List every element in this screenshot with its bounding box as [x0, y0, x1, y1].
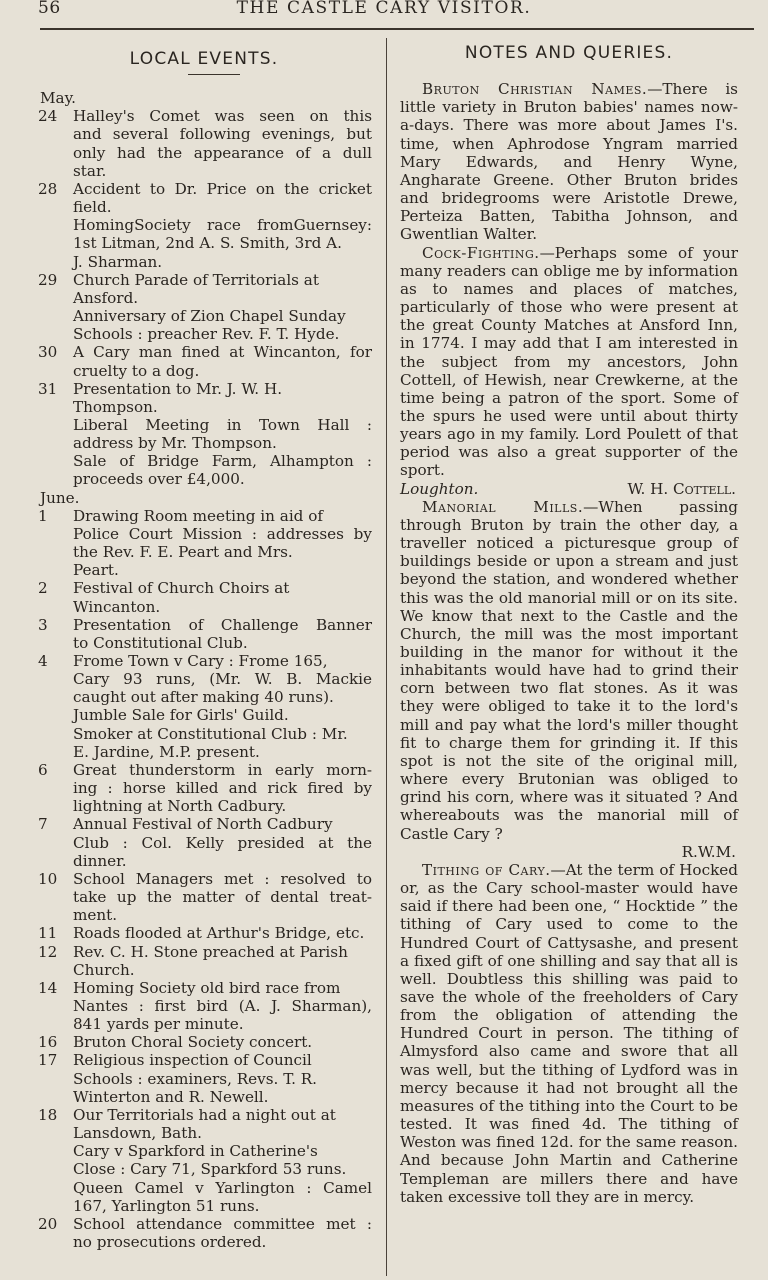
event-line: HomingSociety race fromGuernsey:: [73, 216, 372, 235]
event-day: 6: [38, 760, 48, 779]
event-line: caught out after making 40 runs).: [73, 688, 334, 707]
event-entry: [36, 1051, 372, 1105]
event-entry: [36, 652, 372, 761]
event-text: [73, 652, 372, 761]
event-text: [73, 815, 372, 869]
event-line: Presentation of Challenge Banner: [73, 615, 372, 634]
note-heading: Bruton Christian Names.: [422, 80, 648, 99]
event-line: proceeds over £4,000.: [73, 470, 245, 489]
event-text: [73, 1215, 372, 1251]
event-line: dinner.: [73, 851, 127, 870]
signature-name: W. H. Cottell.: [627, 479, 736, 498]
section-title-local-events: LOCAL EVENTS.: [129, 49, 279, 69]
event-day: 17: [38, 1051, 58, 1070]
note-text: —Perhaps some of your many readers can oblige me by information as to names and places of matches, particularly of those who were present at the great County Matches at Ansford Inn, in 1774. I may add that I am interested in the subject from my ancestors, John Cottell, of Hewish, near Crewkerne, at the time being a patron of the sport. Some of the spurs he used were until about thirty years ago in my family. Lord Poulett of that period was also a great supporter of the sport.: [400, 243, 738, 480]
event-line: Queen Camel v Yarlington : Camel: [73, 1178, 372, 1197]
event-text: [73, 1106, 372, 1215]
note-heading: Tithing of Cary.: [422, 860, 551, 879]
event-line: Church.: [73, 960, 135, 979]
event-entry: [36, 579, 372, 615]
signature-place: Loughton.: [400, 479, 479, 498]
event-line: Schools : preacher Rev. F. T. Hyde.: [73, 325, 340, 344]
event-line: Wincanton.: [73, 597, 161, 616]
month-label: May.: [40, 89, 76, 108]
event-day: 10: [38, 869, 58, 888]
event-line: Jumble Sale for Girls' Guild.: [73, 706, 289, 725]
event-line: Liberal Meeting in Town Hall :: [73, 415, 372, 434]
event-line: Anniversary of Zion Chapel Sunday: [73, 307, 346, 326]
event-entry: [36, 380, 372, 489]
event-line: Church Parade of Territorials at: [73, 270, 319, 289]
running-head: THE CASTLE CARY VISITOR.: [236, 0, 532, 18]
event-line: Great thunderstorm in early morn-: [73, 760, 372, 779]
note-signature: [400, 480, 738, 498]
note-tithing-cary: [400, 861, 738, 1206]
event-day: 7: [38, 815, 48, 834]
month-block-may: [36, 89, 372, 488]
event-line: Bruton Choral Society concert.: [73, 1033, 313, 1052]
signature-name: R.W.M.: [681, 842, 736, 861]
note-text: —When passing through Bruton by train the other day, a traveller noticed a picturesque group of buildings beside or upon a stream and just beyond the station, and wondered whether this was the old manorial mill or on its site. We know that next to the Castle and the Church, the mill was the most important building in the manor for without it the inhabitants would have had to grind their corn between two flat stones. As it was they were obliged to take it to the lord's mill and pay what the lord's miller thought fit to charge them for grinding it. If this spot is not the site of the original mill, where every Brutonian was obliged to grind his corn, where was it situated ? And whereabouts was the manorial mill of Castle Cary ?: [400, 497, 738, 843]
event-entry: [36, 1106, 372, 1215]
event-line: 841 yards per minute.: [73, 1015, 244, 1034]
event-line: star.: [73, 161, 107, 180]
event-line: ing : horse killed and rick fired by: [73, 779, 372, 798]
event-text: [73, 271, 372, 344]
event-line: Nantes : first bird (A. J. Sharman),: [73, 996, 372, 1015]
event-entry: [36, 107, 372, 180]
event-entry: [36, 1033, 372, 1051]
event-line: Festival of Church Choirs at: [73, 579, 290, 598]
event-line: Peart.: [73, 561, 119, 580]
event-day: 29: [38, 270, 58, 289]
column-divider: [386, 38, 387, 1276]
event-entry: [36, 815, 372, 869]
event-text: [73, 979, 372, 1033]
event-entry: [36, 924, 372, 942]
event-text: [73, 507, 372, 580]
event-day: 11: [38, 924, 58, 943]
page-number: 56: [38, 0, 61, 18]
event-text: [73, 1033, 372, 1051]
event-line: Religious inspection of Council: [73, 1051, 312, 1070]
event-entry: [36, 180, 372, 271]
event-list: [36, 507, 372, 1251]
event-entry: [36, 979, 372, 1033]
event-line: address by Mr. Thompson.: [73, 434, 277, 453]
event-line: no prosecutions ordered.: [73, 1233, 267, 1251]
event-line: the Rev. F. E. Peart and Mrs.: [73, 543, 293, 562]
note-heading: Cock-Fighting.: [422, 243, 540, 262]
event-entry: [36, 343, 372, 379]
event-line: Halley's Comet was seen on this: [73, 107, 372, 126]
event-day: 24: [38, 107, 58, 126]
event-day: 4: [38, 652, 48, 670]
event-text: [73, 579, 372, 615]
event-line: A Cary man fined at Wincanton, for: [73, 343, 372, 362]
event-text: [73, 180, 372, 271]
note-cock-fighting: [400, 244, 738, 480]
event-line: field.: [73, 198, 112, 217]
section-title-notes-queries: NOTES AND QUERIES.: [464, 43, 674, 63]
event-line: Drawing Room meeting in aid of: [73, 506, 323, 525]
event-entry: [36, 271, 372, 344]
event-line: Homing Society old bird race from: [73, 978, 341, 997]
event-entry: [36, 507, 372, 580]
event-line: Rev. C. H. Stone preached at Parish: [73, 942, 348, 961]
note-heading: Manorial Mills.: [422, 497, 584, 516]
header-rule: [40, 28, 754, 30]
event-line: Close : Cary 71, Sparkford 53 runs.: [73, 1160, 347, 1179]
event-line: Annual Festival of North Cadbury: [73, 815, 333, 834]
event-line: only had the appearance of a dull: [73, 143, 372, 162]
event-text: [73, 380, 372, 489]
event-text: [73, 943, 372, 979]
event-line: Frome Town v Cary : Frome 165,: [73, 652, 328, 670]
event-line: Cary v Sparkford in Catherine's: [73, 1142, 318, 1161]
event-line: Schools : examiners, Revs. T. R.: [73, 1069, 318, 1088]
event-entry: [36, 943, 372, 979]
event-day: 16: [38, 1033, 58, 1052]
event-entry: [36, 616, 372, 652]
event-line: Accident to Dr. Price on the cricket: [73, 179, 372, 198]
event-text: [73, 1051, 372, 1105]
event-entry: [36, 870, 372, 924]
event-line: Roads flooded at Arthur's Bridge, etc.: [73, 924, 365, 943]
note-manorial-mills: [400, 498, 738, 843]
event-line: Smoker at Constitutional Club : Mr.: [73, 724, 348, 743]
event-text: [73, 761, 372, 815]
page-header: [0, 0, 768, 30]
notes-queries-column: [400, 44, 738, 1206]
event-line: Presentation to Mr. J. W. H.: [73, 379, 283, 398]
event-line: Winterton and R. Newell.: [73, 1087, 269, 1106]
event-day: 14: [38, 978, 58, 997]
event-line: cruelty to a dog.: [73, 361, 200, 380]
event-text: [73, 870, 372, 924]
event-line: Thompson.: [73, 397, 158, 416]
event-line: School attendance committee met :: [73, 1214, 372, 1233]
event-line: Lansdown, Bath.: [73, 1124, 202, 1143]
note-text: —At the term of Hocked or, as the Cary school-master would have said if there had been one, “ Hocktide ” the tithing of Cary used to come to the Hundred Court of Cattysashe, and present a fixed gift of one shilling and say that all is well. Doubtless this shilling was paid to save the whole of the freeholders of Cary from the obligation of attending the Hundred Court in person. The tithing of Almysford also came and swore that all was well, but the tithing of Lydford was in mercy because it had not brought all the measures of the tithing into the Court to be tested. It was fined 4d. The tithing of Weston was fined 12d. for the same reason. And because John Martin and Catherine Templeman are millers there and have taken excessive toll they are in mercy.: [400, 860, 738, 1206]
event-entry: [36, 761, 372, 815]
event-day: 2: [38, 579, 48, 598]
event-line: ment.: [73, 906, 118, 925]
event-line: Sale of Bridge Farm, Alhampton :: [73, 452, 372, 471]
event-line: J. Sharman.: [73, 252, 163, 271]
event-text: [73, 616, 372, 652]
note-bruton-names: [400, 80, 738, 243]
event-line: Club : Col. Kelly presided at the: [73, 833, 372, 852]
event-day: 3: [38, 615, 48, 634]
event-line: School Managers met : resolved to: [73, 869, 372, 888]
event-line: 1st Litman, 2nd A. S. Smith, 3rd A.: [73, 234, 342, 253]
event-text: [73, 343, 372, 379]
event-line: lightning at North Cadbury.: [73, 797, 287, 816]
local-events-column: [36, 50, 372, 1251]
title-rule: [188, 74, 240, 75]
event-text: [73, 924, 372, 942]
event-day: 28: [38, 179, 58, 198]
event-text: [73, 107, 372, 180]
event-day: 12: [38, 942, 58, 961]
event-list: [36, 107, 372, 488]
event-day: 20: [38, 1214, 58, 1233]
event-day: 18: [38, 1105, 58, 1124]
event-line: Cary 93 runs, (Mr. W. B. Mackie: [73, 670, 372, 689]
event-line: E. Jardine, M.P. present.: [73, 742, 260, 761]
event-day: 30: [38, 343, 58, 362]
event-line: 167, Yarlington 51 runs.: [73, 1196, 260, 1215]
event-day: 31: [38, 379, 58, 398]
event-day: 1: [38, 506, 48, 525]
event-line: and several following evenings, but: [73, 125, 372, 144]
month-block-june: [36, 489, 372, 1252]
month-label: June.: [40, 488, 80, 507]
event-entry: [36, 1215, 372, 1251]
event-line: Our Territorials had a night out at: [73, 1105, 336, 1124]
event-line: Ansford.: [73, 288, 139, 307]
note-text: —There is little variety in Bruton babies' names now-a-days. There was more about James I's. time, when Aphrodose Yngram married Mary Edwards, and Henry Wyne, Angharate Greene. Other Bruton brides and bridegrooms were Aristotle Drewe, Perteiza Batten, Tabitha Johnson, and Gwentlian Walter.: [400, 80, 738, 244]
event-line: take up the matter of dental treat-: [73, 888, 372, 907]
event-line: Police Court Mission : addresses by: [73, 524, 372, 543]
event-line: to Constitutional Club.: [73, 633, 248, 652]
